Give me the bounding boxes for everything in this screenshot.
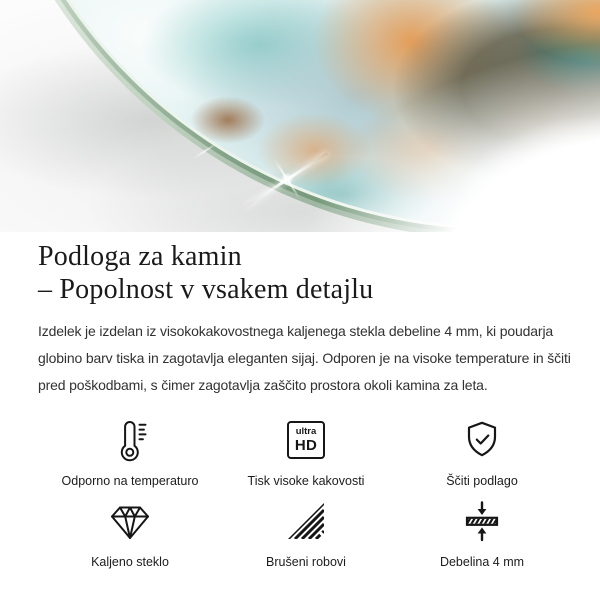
polished-edges-icon: [284, 498, 328, 544]
features-grid: [38, 417, 574, 569]
feature-protects-surface: [394, 417, 570, 488]
shield-check-icon: [460, 417, 504, 463]
product-description: Izdelek je izdelan iz visokokakovostnega kaljenega stekla debeline 4 mm, ki poudarja globino barv tiska in zagotavlja eleganten sijaj. Odporen je na visoke temperature in ščiti pred poškodbami, s čimer zagotavlja zaščito prostora okoli kamina za leta.: [38, 323, 571, 393]
title-line-2: – Popolnost v vsakem detajlu: [38, 274, 374, 305]
product-info-section: [0, 232, 600, 569]
feature-label: Ščiti podlago: [446, 474, 518, 488]
feature-label: Tisk visoke kakovosti: [247, 474, 365, 488]
feature-temperature-resistant: [42, 417, 218, 488]
ultra-hd-badge-bottom: HD: [294, 436, 318, 454]
feature-print-quality: [218, 417, 394, 488]
thermometer-icon: [108, 417, 152, 463]
diamond-icon: [108, 498, 152, 544]
feature-label: Odporno na temperaturo: [61, 474, 199, 488]
thickness-4mm-icon: [460, 498, 504, 544]
feature-label: Brušeni robovi: [266, 555, 346, 569]
ultra-hd-icon: [287, 417, 325, 463]
feature-label: Kaljeno steklo: [91, 555, 169, 569]
product-image: [0, 0, 600, 232]
page-title: [38, 240, 574, 306]
feature-polished-edges: [218, 498, 394, 569]
title-line-1: Podloga za kamin: [38, 241, 242, 272]
feature-thickness: [394, 498, 570, 569]
feature-tempered-glass: [42, 498, 218, 569]
ultra-hd-badge-top: ultra: [295, 426, 317, 438]
feature-label: Debelina 4 mm: [439, 555, 525, 569]
